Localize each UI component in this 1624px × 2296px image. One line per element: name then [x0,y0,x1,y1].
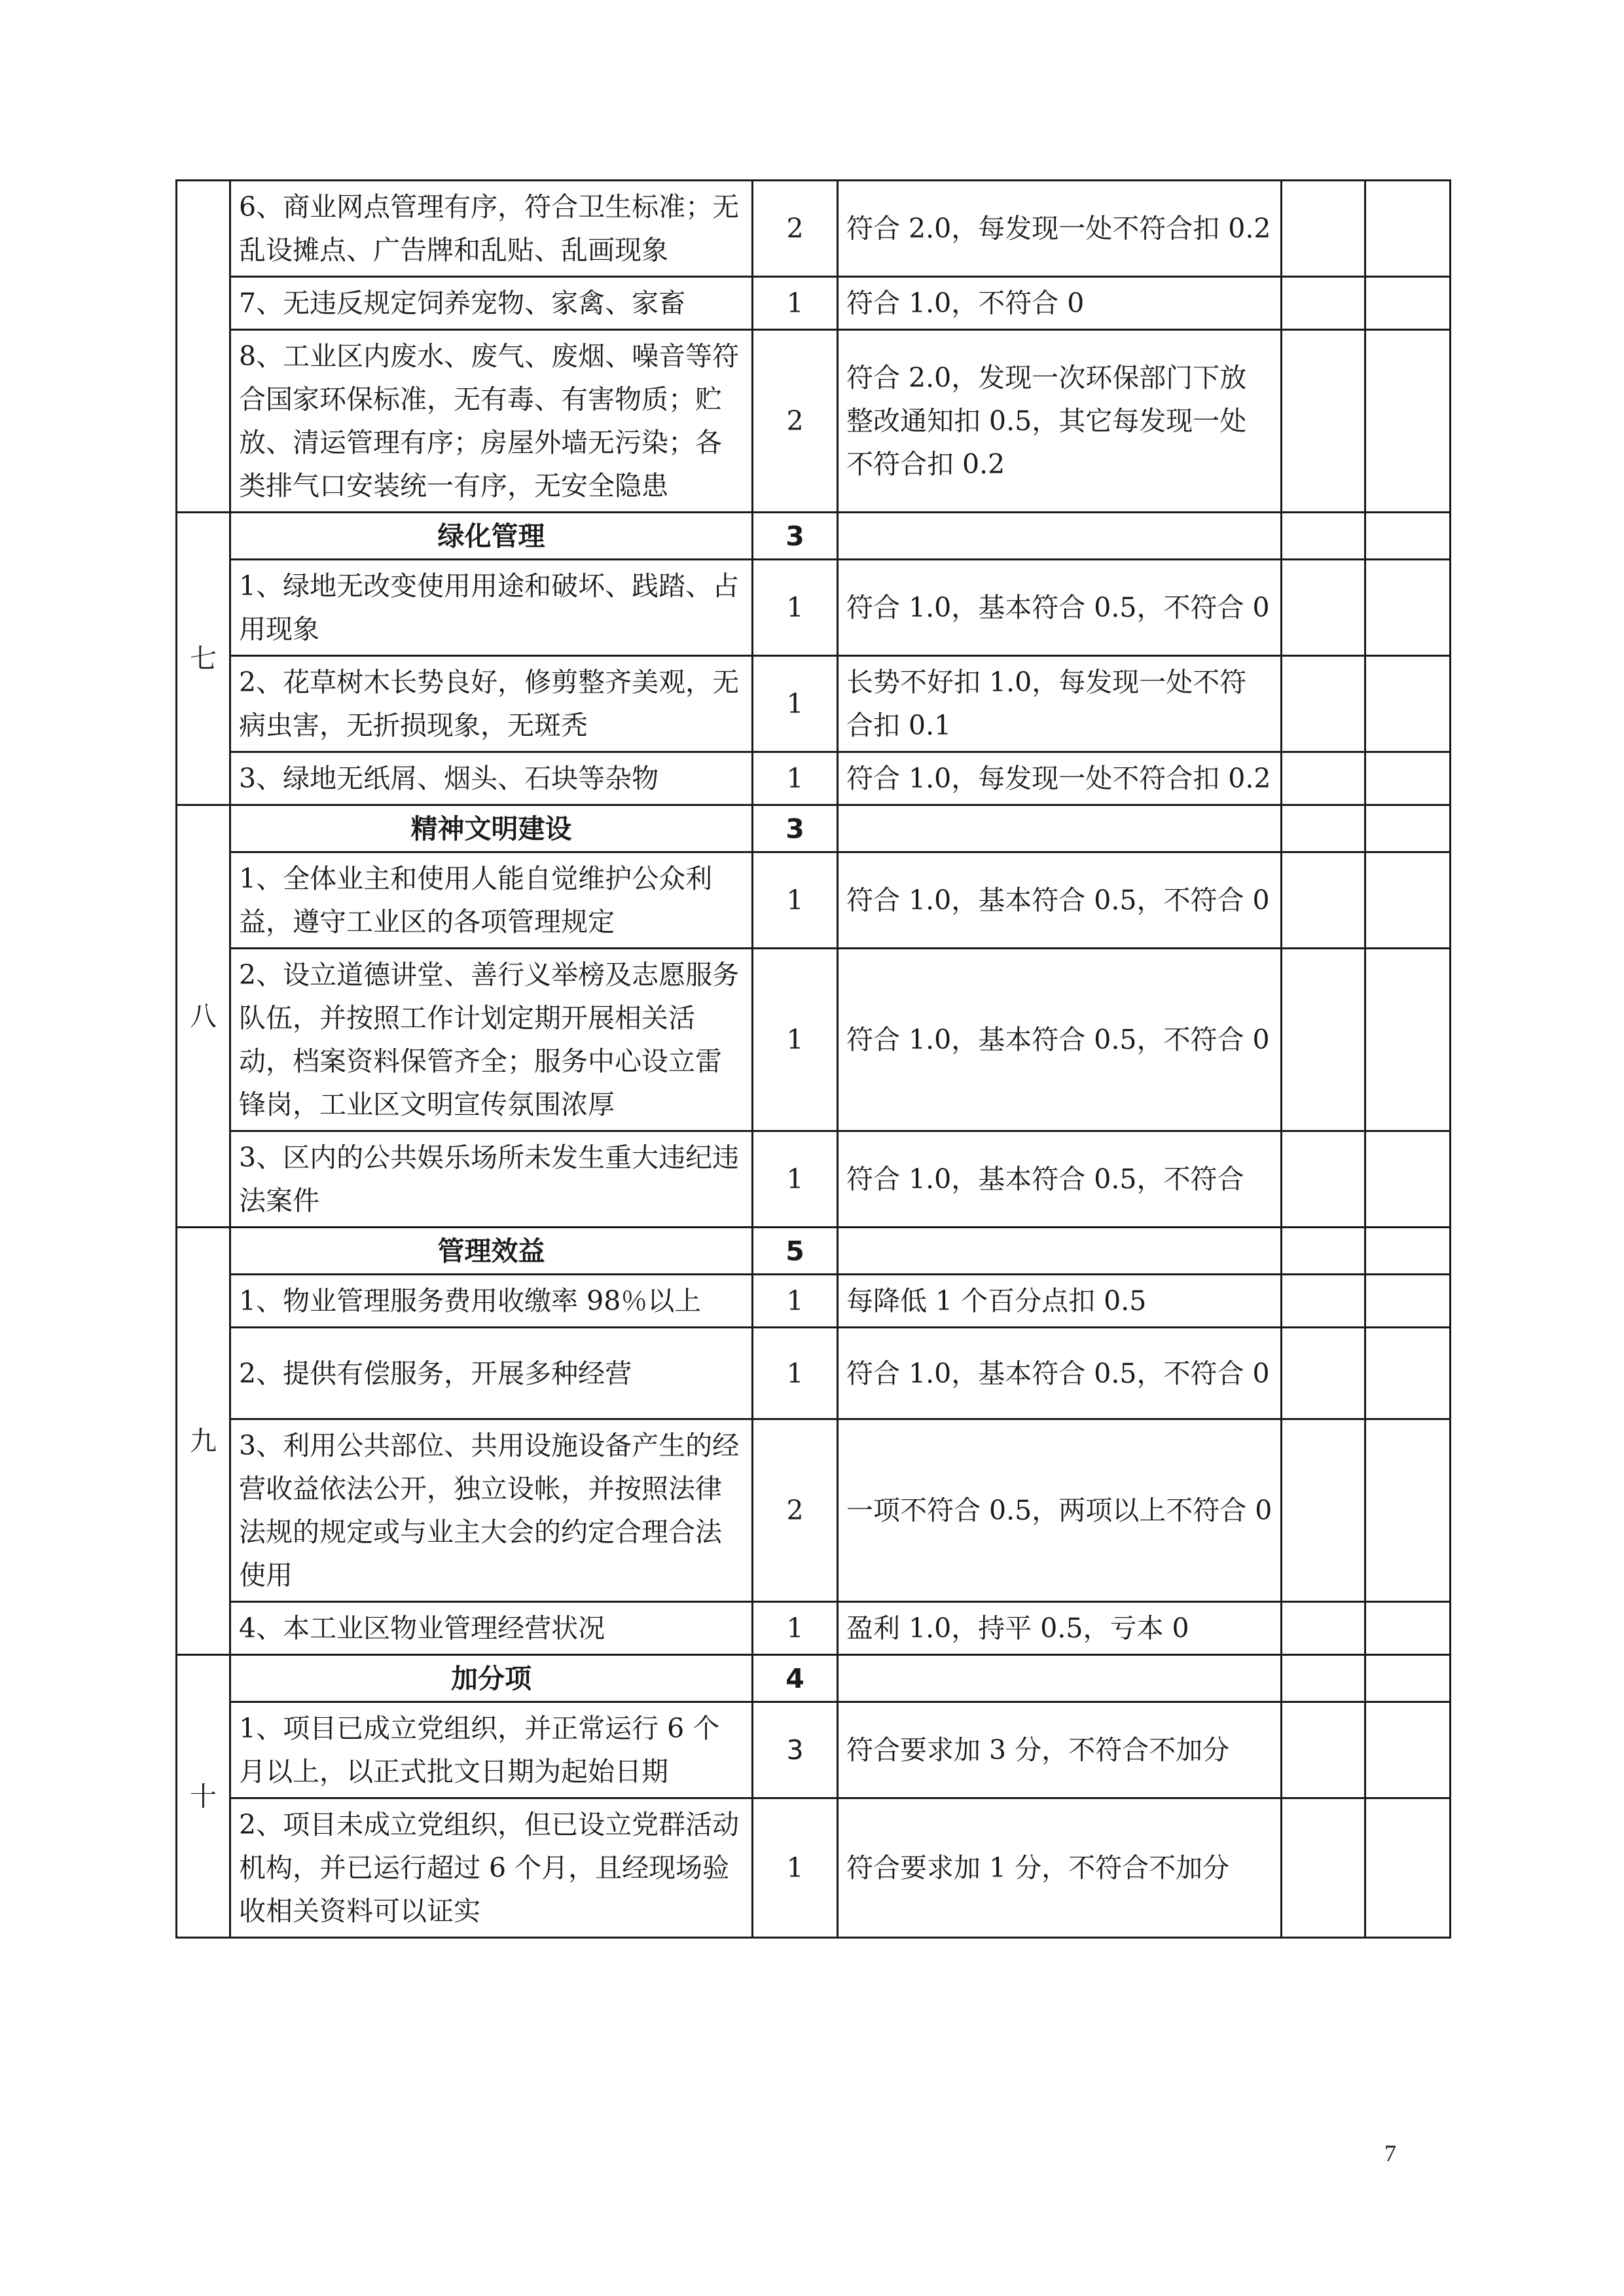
item-standard: 符合 1.0，基本符合 0.5，不符合 0 [838,560,1282,656]
item-text: 3、绿地无纸屑、烟头、石块等杂物 [230,752,753,805]
item-standard: 每降低 1 个百分点扣 0.5 [838,1275,1282,1328]
table-row [177,330,1451,513]
blank-cell [1282,656,1365,752]
table-row [177,1798,1451,1938]
blank-cell [1365,560,1451,656]
blank-cell [1282,1228,1365,1275]
item-standard: 符合要求加 3 分，不符合不加分 [838,1702,1282,1798]
item-text: 1、项目已成立党组织，并正常运行 6 个月以上，以正式批文日期为起始日期 [230,1702,753,1798]
section-title: 精神文明建设 [230,805,753,852]
item-score: 1 [753,560,838,656]
section-row [177,1228,1451,1275]
blank-cell [1282,330,1365,513]
blank-cell [1282,1328,1365,1419]
item-text: 3、区内的公共娱乐场所未发生重大违纪违法案件 [230,1131,753,1228]
item-standard: 符合 1.0，每发现一处不符合扣 0.2 [838,752,1282,805]
blank-cell [1282,805,1365,852]
blank-cell [1282,1419,1365,1602]
table-row [177,1602,1451,1655]
item-standard: 符合 1.0，基本符合 0.5，不符合 0 [838,852,1282,949]
item-text: 4、本工业区物业管理经营状况 [230,1602,753,1655]
table-row [177,560,1451,656]
blank-cell [1365,852,1451,949]
section-number: 七 [177,513,230,805]
blank-cell [1282,1275,1365,1328]
item-score: 1 [753,656,838,752]
item-score: 1 [753,949,838,1131]
table-row [177,1419,1451,1602]
item-score: 3 [753,1702,838,1798]
item-score: 1 [753,1798,838,1938]
item-standard: 符合要求加 1 分，不符合不加分 [838,1798,1282,1938]
blank-cell [1365,1328,1451,1419]
item-score: 1 [753,1602,838,1655]
section-title: 管理效益 [230,1228,753,1275]
blank-cell [1365,1798,1451,1938]
section-number-cell [177,181,230,513]
item-standard: 一项不符合 0.5，两项以上不符合 0 [838,1419,1282,1602]
item-standard: 符合 1.0，不符合 0 [838,277,1282,330]
blank-cell [1282,560,1365,656]
page-number: 7 [1384,2140,1396,2166]
blank-cell [1365,752,1451,805]
blank-cell [1282,513,1365,560]
table-row [177,277,1451,330]
item-text: 6、商业网点管理有序，符合卫生标准；无乱设摊点、广告牌和乱贴、乱画现象 [230,181,753,277]
blank-cell [1365,1228,1451,1275]
item-standard: 符合 1.0，基本符合 0.5，不符合 [838,1131,1282,1228]
blank-cell [1282,1131,1365,1228]
item-standard: 符合 1.0，基本符合 0.5，不符合 0 [838,1328,1282,1419]
item-score: 1 [753,852,838,949]
blank-cell [1365,949,1451,1131]
blank-cell [1282,752,1365,805]
table-row [177,1131,1451,1228]
blank-cell [1365,1602,1451,1655]
blank-cell [1365,1655,1451,1702]
section-row [177,513,1451,560]
table-row [177,752,1451,805]
blank-cell [838,805,1282,852]
item-standard: 盈利 1.0，持平 0.5，亏本 0 [838,1602,1282,1655]
blank-cell [1282,1602,1365,1655]
section-number: 九 [177,1228,230,1655]
item-text: 1、全体业主和使用人能自觉维护公众利益，遵守工业区的各项管理规定 [230,852,753,949]
blank-cell [1365,1419,1451,1602]
blank-cell [838,513,1282,560]
blank-cell [1282,1798,1365,1938]
section-row [177,805,1451,852]
blank-cell [1365,181,1451,277]
item-score: 1 [753,277,838,330]
blank-cell [838,1228,1282,1275]
item-score: 2 [753,330,838,513]
item-text: 2、提供有偿服务，开展多种经营 [230,1328,753,1419]
item-text: 2、项目未成立党组织，但已设立党群活动机构，并已运行超过 6 个月，且经现场验收相关资料可以证实 [230,1798,753,1938]
blank-cell [1365,277,1451,330]
section-number: 十 [177,1655,230,1938]
item-score: 1 [753,1131,838,1228]
item-text: 1、绿地无改变使用用途和破坏、践踏、占用现象 [230,560,753,656]
item-text: 7、无违反规定饲养宠物、家禽、家畜 [230,277,753,330]
item-text: 2、花草树木长势良好，修剪整齐美观，无病虫害，无折损现象，无斑秃 [230,656,753,752]
table-row [177,1702,1451,1798]
blank-cell [1365,513,1451,560]
blank-cell [1365,1275,1451,1328]
item-score: 1 [753,1328,838,1419]
section-number: 八 [177,805,230,1228]
section-score: 5 [753,1228,838,1275]
blank-cell [1365,330,1451,513]
item-text: 8、工业区内废水、废气、废烟、噪音等符合国家环保标准，无有毒、有害物质；贮放、清运管理有序；房屋外墙无污染；各类排气口安装统一有序，无安全隐患 [230,330,753,513]
item-text: 3、利用公共部位、共用设施设备产生的经营收益依法公开，独立设帐，并按照法律法规的规定或与业主大会的约定合理合法使用 [230,1419,753,1602]
blank-cell [838,1655,1282,1702]
blank-cell [1282,852,1365,949]
blank-cell [1282,181,1365,277]
table-row [177,1275,1451,1328]
blank-cell [1282,277,1365,330]
item-text: 1、物业管理服务费用收缴率 98％以上 [230,1275,753,1328]
section-row [177,1655,1451,1702]
item-score: 1 [753,1275,838,1328]
item-score: 1 [753,752,838,805]
blank-cell [1282,949,1365,1131]
section-score: 4 [753,1655,838,1702]
blank-cell [1365,1131,1451,1228]
blank-cell [1282,1655,1365,1702]
section-score: 3 [753,513,838,560]
section-title: 加分项 [230,1655,753,1702]
score-table [175,179,1451,1939]
blank-cell [1282,1702,1365,1798]
table-row [177,1328,1451,1419]
section-title: 绿化管理 [230,513,753,560]
blank-cell [1365,1702,1451,1798]
item-standard: 符合 1.0，基本符合 0.5，不符合 0 [838,949,1282,1131]
item-score: 2 [753,181,838,277]
item-standard: 符合 2.0，每发现一处不符合扣 0.2 [838,181,1282,277]
item-standard: 符合 2.0，发现一次环保部门下放整改通知扣 0.5，其它每发现一处不符合扣 0.2 [838,330,1282,513]
item-standard: 长势不好扣 1.0，每发现一处不符合扣 0.1 [838,656,1282,752]
table-row [177,656,1451,752]
section-score: 3 [753,805,838,852]
table-row [177,852,1451,949]
table-row [177,181,1451,277]
item-text: 2、设立道德讲堂、善行义举榜及志愿服务队伍，并按照工作计划定期开展相关活动，档案资料保管齐全；服务中心设立雷锋岗，工业区文明宣传氛围浓厚 [230,949,753,1131]
table-row [177,949,1451,1131]
item-score: 2 [753,1419,838,1602]
blank-cell [1365,656,1451,752]
blank-cell [1365,805,1451,852]
